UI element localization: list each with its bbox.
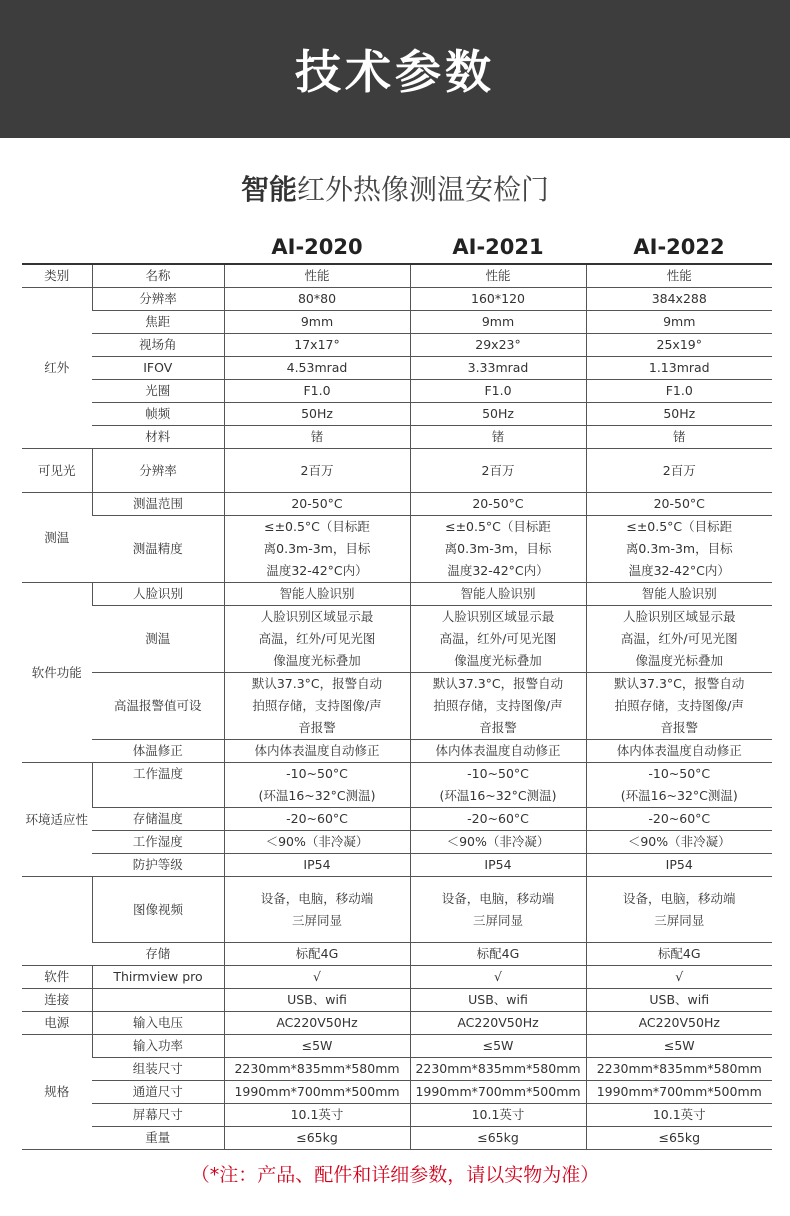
cell-multiline <box>586 763 772 808</box>
cell-multiline <box>410 877 586 943</box>
row-name: 存储温度 <box>92 808 224 831</box>
row-name: 视场角 <box>92 334 224 357</box>
line: (环温16~32°C测温) <box>258 788 376 803</box>
cell-multiline <box>224 673 410 740</box>
row-name: 输入功率 <box>92 1035 224 1058</box>
line: 离0.3m-3m，目标 <box>625 541 733 556</box>
cell-value: 2230mm*835mm*580mm <box>586 1058 772 1081</box>
cell-value: 1990mm*700mm*500mm <box>410 1081 586 1104</box>
table-row <box>22 357 772 380</box>
line: 音报警 <box>298 720 336 735</box>
table-row <box>22 1104 772 1127</box>
cell-value: USB、wifi <box>410 989 586 1012</box>
table-row <box>22 403 772 426</box>
cell-multiline <box>224 763 410 808</box>
line: -10~50°C <box>648 766 711 781</box>
line: 高温，红外/可见光图 <box>620 631 738 646</box>
cell-value: AC220V50Hz <box>586 1012 772 1035</box>
category-cell <box>22 877 92 966</box>
cell-value: IP54 <box>224 854 410 877</box>
line: 三屏同显 <box>472 912 523 928</box>
cell-value: 20-50°C <box>586 493 772 516</box>
table-row <box>22 449 772 493</box>
cell-value: 9mm <box>410 311 586 334</box>
row-name: 测温 <box>92 606 224 673</box>
cell-value: -20~60°C <box>224 808 410 831</box>
cell-multiline <box>224 606 410 673</box>
table-row <box>22 763 772 808</box>
cell-value: 锗 <box>224 426 410 449</box>
cell-value: 体内体表温度自动修正 <box>224 740 410 763</box>
row-name: 测温精度 <box>92 516 224 583</box>
line: 拍照存储，支持图像/声 <box>614 698 744 713</box>
table-row <box>22 583 772 606</box>
line: 人脸识别区域显示最 <box>622 609 736 624</box>
header-perf: 性能 <box>224 264 410 288</box>
cell-multiline <box>586 877 772 943</box>
page-title: 技术参数 <box>295 45 495 99</box>
cell-value: 2230mm*835mm*580mm <box>224 1058 410 1081</box>
row-name: 组装尺寸 <box>92 1058 224 1081</box>
table-row <box>22 877 772 943</box>
cell-value: 标配4G <box>410 943 586 966</box>
cell-value: 锗 <box>410 426 586 449</box>
header-name: 名称 <box>92 264 224 288</box>
row-name <box>92 989 224 1012</box>
table-row <box>22 1058 772 1081</box>
cell-multiline <box>410 763 586 808</box>
table-row <box>22 516 772 583</box>
row-name: 帧频 <box>92 403 224 426</box>
row-name: 重量 <box>92 1127 224 1150</box>
row-name: 通道尺寸 <box>92 1081 224 1104</box>
line: 离0.3m-3m，目标 <box>263 541 371 556</box>
cell-value: 160*120 <box>410 288 586 311</box>
table-row <box>22 740 772 763</box>
cell-multiline <box>586 516 772 583</box>
cell-value: ≤5W <box>224 1035 410 1058</box>
cell-value: 50Hz <box>586 403 772 426</box>
header-category: 类别 <box>22 264 92 288</box>
table-row <box>22 989 772 1012</box>
line: 像温度光标叠加 <box>635 653 723 668</box>
cell-value: ≤65kg <box>586 1127 772 1150</box>
line: 人脸识别区域显示最 <box>260 609 374 624</box>
cell-multiline <box>410 673 586 740</box>
cell-value: F1.0 <box>224 380 410 403</box>
table-row <box>22 1127 772 1150</box>
cell-value: 2230mm*835mm*580mm <box>410 1058 586 1081</box>
cell-value: 标配4G <box>224 943 410 966</box>
line: 设备，电脑，移动端 <box>441 890 555 906</box>
line: ≤±0.5°C（目标距 <box>264 519 370 534</box>
cell-value: 标配4G <box>586 943 772 966</box>
line: 音报警 <box>479 720 517 735</box>
header-perf: 性能 <box>586 264 772 288</box>
cell-value: 25x19° <box>586 334 772 357</box>
cell-value: 50Hz <box>224 403 410 426</box>
cell-value: 10.1英寸 <box>586 1104 772 1127</box>
row-name: Thirmview pro <box>92 966 224 989</box>
cell-value: USB、wifi <box>224 989 410 1012</box>
row-name: IFOV <box>92 357 224 380</box>
line: -10~50°C <box>467 766 529 781</box>
category-cell: 连接 <box>22 989 92 1012</box>
line: 拍照存储，支持图像/声 <box>433 698 563 713</box>
header-banner <box>0 0 790 138</box>
cell-value: ≤65kg <box>224 1127 410 1150</box>
cell-multiline <box>410 606 586 673</box>
cell-value: ≤5W <box>410 1035 586 1058</box>
line: ≤±0.5°C（目标距 <box>626 519 733 534</box>
table-row <box>22 831 772 854</box>
cell-value: ＜90%（非冷凝） <box>224 831 410 854</box>
model-name: AI-2020 <box>271 235 363 259</box>
row-name: 材料 <box>92 426 224 449</box>
cell-value: 锗 <box>586 426 772 449</box>
cell-value: -20~60°C <box>586 808 772 831</box>
category-cell: 环境适应性 <box>22 763 92 877</box>
cell-value: 9mm <box>224 311 410 334</box>
cell-value: F1.0 <box>586 380 772 403</box>
row-name: 体温修正 <box>92 740 224 763</box>
row-name: 测温范围 <box>92 493 224 516</box>
footnote: （*注：产品、配件和详细参数，请以实物为准） <box>190 1164 600 1186</box>
table-header-row <box>22 264 772 288</box>
cell-value: IP54 <box>410 854 586 877</box>
line: -10~50°C <box>286 766 348 781</box>
row-name: 图像视频 <box>92 877 224 943</box>
row-name: 人脸识别 <box>92 583 224 606</box>
table-row <box>22 334 772 357</box>
category-cell: 软件功能 <box>22 583 92 763</box>
model-name: AI-2021 <box>452 235 544 259</box>
cell-value: √ <box>410 966 586 989</box>
line: ≤±0.5°C（目标距 <box>445 519 551 534</box>
row-name: 焦距 <box>92 311 224 334</box>
line: 高温，红外/可见光图 <box>439 631 557 646</box>
cell-multiline <box>586 673 772 740</box>
cell-value: 体内体表温度自动修正 <box>586 740 772 763</box>
category-cell: 红外 <box>22 288 92 449</box>
cell-value: 2百万 <box>224 449 410 493</box>
category-cell: 电源 <box>22 1012 92 1035</box>
cell-value: 1.13mrad <box>586 357 772 380</box>
cell-value: 智能人脸识别 <box>586 583 772 606</box>
line: 像温度光标叠加 <box>273 653 361 668</box>
table-row <box>22 854 772 877</box>
cell-value: 10.1英寸 <box>224 1104 410 1127</box>
row-name: 光圈 <box>92 380 224 403</box>
table-row <box>22 493 772 516</box>
table-row <box>22 1035 772 1058</box>
cell-value: 29x23° <box>410 334 586 357</box>
cell-value: AC220V50Hz <box>410 1012 586 1035</box>
cell-value: ＜90%（非冷凝） <box>410 831 586 854</box>
subtitle-bold: 智能 <box>240 173 297 206</box>
table-row <box>22 1081 772 1104</box>
line: 高温，红外/可见光图 <box>258 631 376 646</box>
cell-value: F1.0 <box>410 380 586 403</box>
line: (环温16~32°C测温) <box>620 788 738 803</box>
line: 温度32-42°C内） <box>266 563 368 578</box>
line: 温度32-42°C内） <box>447 563 549 578</box>
cell-value: ＜90%（非冷凝） <box>586 831 772 854</box>
cell-value: 384x288 <box>586 288 772 311</box>
line: 三屏同显 <box>654 912 705 928</box>
cell-value: AC220V50Hz <box>224 1012 410 1035</box>
line: (环温16~32°C测温) <box>439 788 557 803</box>
cell-value: 智能人脸识别 <box>224 583 410 606</box>
row-name: 工作温度 <box>92 763 224 808</box>
line: 三屏同显 <box>291 912 342 928</box>
line: 设备，电脑，移动端 <box>622 890 736 906</box>
table-row <box>22 288 772 311</box>
table-row <box>22 1012 772 1035</box>
row-name: 工作湿度 <box>92 831 224 854</box>
table-row <box>22 311 772 334</box>
category-cell: 软件 <box>22 966 92 989</box>
row-name: 防护等级 <box>92 854 224 877</box>
line: 音报警 <box>660 720 698 735</box>
cell-value: √ <box>586 966 772 989</box>
cell-value: 80*80 <box>224 288 410 311</box>
cell-value: ≤5W <box>586 1035 772 1058</box>
line: 温度32-42°C内） <box>628 563 730 578</box>
row-name: 分辨率 <box>92 288 224 311</box>
line: 默认37.3°C，报警自动 <box>432 676 564 691</box>
cell-multiline <box>224 516 410 583</box>
cell-value: 体内体表温度自动修正 <box>410 740 586 763</box>
line: 离0.3m-3m，目标 <box>444 541 552 556</box>
category-cell: 规格 <box>22 1035 92 1150</box>
table-row <box>22 808 772 831</box>
table-row <box>22 943 772 966</box>
row-name: 高温报警值可设 <box>92 673 224 740</box>
header-perf: 性能 <box>410 264 586 288</box>
category-cell: 测温 <box>22 493 92 583</box>
cell-value: 50Hz <box>410 403 586 426</box>
cell-value: 4.53mrad <box>224 357 410 380</box>
cell-value: 2百万 <box>586 449 772 493</box>
product-subtitle <box>0 168 790 204</box>
table-row <box>22 673 772 740</box>
row-name: 输入电压 <box>92 1012 224 1035</box>
table-row <box>22 966 772 989</box>
subtitle-rest: 红外热像测温安检门 <box>297 173 550 206</box>
cell-value: 1990mm*700mm*500mm <box>224 1081 410 1104</box>
row-name: 存储 <box>92 943 224 966</box>
cell-value: 10.1英寸 <box>410 1104 586 1127</box>
cell-value: 1990mm*700mm*500mm <box>586 1081 772 1104</box>
table-row <box>22 426 772 449</box>
category-cell: 可见光 <box>22 449 92 493</box>
model-name: AI-2022 <box>633 235 725 259</box>
line: 拍照存储，支持图像/声 <box>252 698 382 713</box>
cell-value: 智能人脸识别 <box>410 583 586 606</box>
table-row <box>22 380 772 403</box>
cell-value: 20-50°C <box>410 493 586 516</box>
cell-multiline <box>410 516 586 583</box>
line: 像温度光标叠加 <box>454 653 542 668</box>
cell-value: 3.33mrad <box>410 357 586 380</box>
row-name: 分辨率 <box>92 449 224 493</box>
spec-table <box>22 263 772 1150</box>
cell-multiline <box>586 606 772 673</box>
line: 人脸识别区域显示最 <box>441 609 555 624</box>
cell-value: 2百万 <box>410 449 586 493</box>
line: 默认37.3°C，报警自动 <box>251 676 383 691</box>
cell-value: 17x17° <box>224 334 410 357</box>
cell-value: 9mm <box>586 311 772 334</box>
line: 默认37.3°C，报警自动 <box>614 676 745 691</box>
line: 设备，电脑，移动端 <box>260 890 374 906</box>
cell-multiline <box>224 877 410 943</box>
cell-value: IP54 <box>586 854 772 877</box>
cell-value: USB、wifi <box>586 989 772 1012</box>
cell-value: -20~60°C <box>410 808 586 831</box>
table-row <box>22 606 772 673</box>
cell-value: 20-50°C <box>224 493 410 516</box>
cell-value: ≤65kg <box>410 1127 586 1150</box>
cell-value: √ <box>224 966 410 989</box>
row-name: 屏幕尺寸 <box>92 1104 224 1127</box>
